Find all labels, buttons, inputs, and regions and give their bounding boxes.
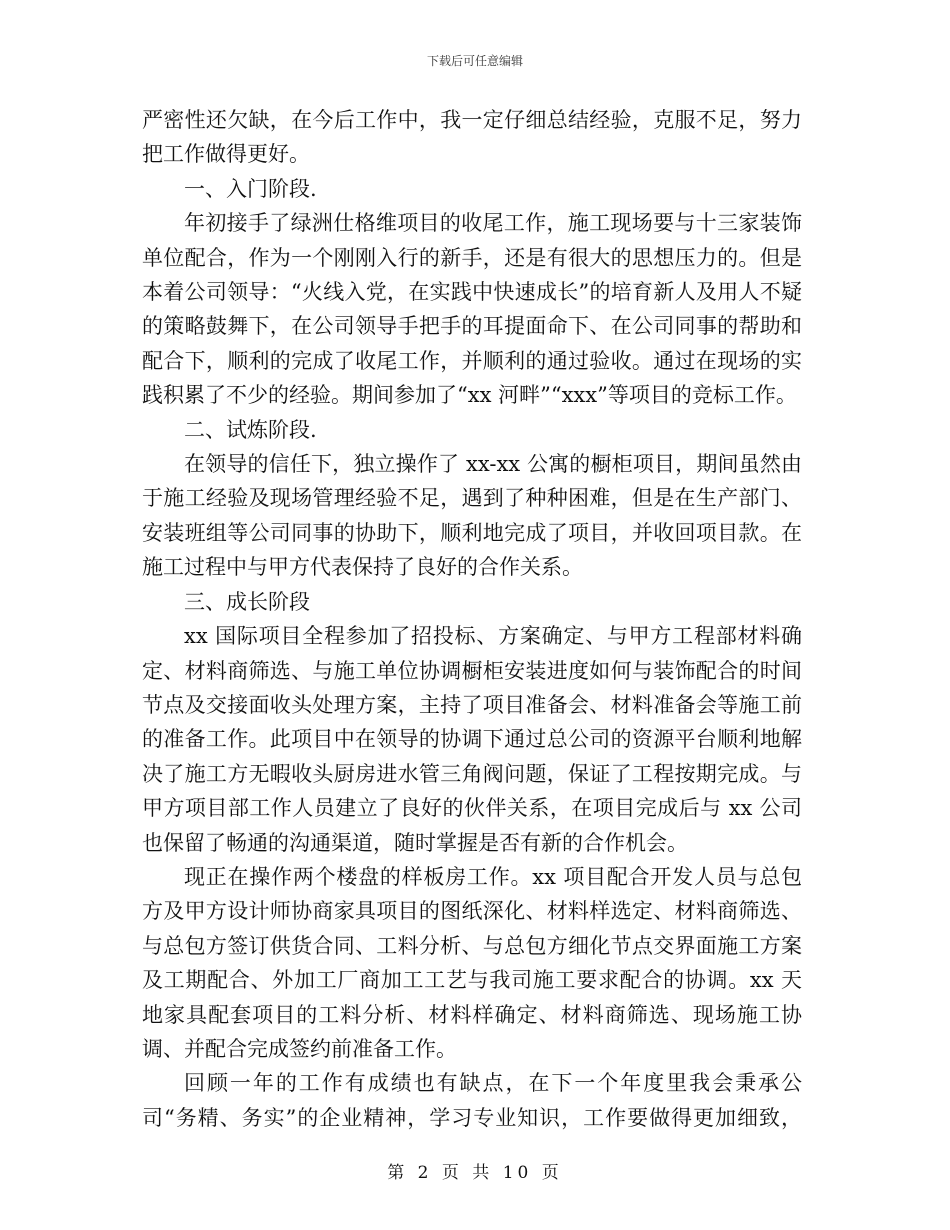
paragraph-growth-stage: xx 国际项目全程参加了招投标、方案确定、与甲方工程部材料确定、材料商筛选、与施工单位协调橱柜安装进度如何与装饰配合的时间节点及交接面收头处理方案，主持了项目准备会、材料准备会等施工前的准备工作。此项目中在领导的协调下通过总公司的资源平台顺利地解决了施工方无暇收头厨房进水管三角阀问题，保证了工程按期完成。与甲方项目部工作人员建立了良好的伙伴关系，在项目完成后与 xx 公司也保留了畅通的沟通渠道，随时掌握是否有新的合作机会。 [142, 624, 802, 855]
paragraph-trial-stage: 在领导的信任下，独立操作了 xx-xx 公寓的橱柜项目，期间虽然由于施工经验及现场管理经验不足，遇到了种种困难，但是在生产部门、安装班组等公司同事的协助下，顺利地完成了项目，并收回项目款。在施工过程中与甲方代表保持了良好的合作关系。 [142, 452, 802, 580]
paragraph-continuation: 严密性还欠缺，在今后工作中，我一定仔细总结经验，克服不足，努力把工作做得更好。 [142, 108, 802, 167]
paragraph-current-work: 现正在操作两个楼盘的样板房工作。xx 项目配合开发人员与总包方及甲方设计师协商家具项目的图纸深化、材料样选定、材料商筛选、与总包方签订供货合同、工料分析、与总包方细化节点交界面施工方案及工期配合、外加工厂商加工工艺与我司施工要求配合的协调。xx 天地家具配套项目的工料分析、材料样确定、材料商筛选、现场施工协调、并配合完成签约前准备工作。 [142, 864, 802, 1061]
section-heading-growth-stage: 三、成长阶段 [184, 589, 310, 614]
section-heading-entry-stage: 一、入门阶段. [184, 176, 317, 201]
paragraph-entry-stage: 年初接手了绿洲仕格维项目的收尾工作，施工现场要与十三家装饰单位配合，作为一个刚刚入行的新手，还是有很大的思想压力的。但是本着公司领导：“火线入党，在实践中快速成长”的培育新人及用人不疑的策略鼓舞下，在公司领导手把手的耳提面命下、在公司同事的帮助和配合下，顺利的完成了收尾工作，并顺利的通过验收。通过在现场的实践积累了不少的经验。期间参加了“xx 河畔”“xxx”等项目的竞标工作。 [142, 211, 802, 408]
page-number: 第 2 页 共 10 页 [387, 1163, 563, 1183]
paragraph-review: 回顾一年的工作有成绩也有缺点，在下一个年度里我会秉承公司“务精、务实”的企业精神，学习专业知识，工作要做得更加细致， [142, 1071, 802, 1130]
section-heading-trial-stage: 二、试炼阶段. [184, 417, 317, 442]
page-header: 下载后可任意编辑 [426, 54, 523, 68]
document-body [142, 103, 802, 1135]
